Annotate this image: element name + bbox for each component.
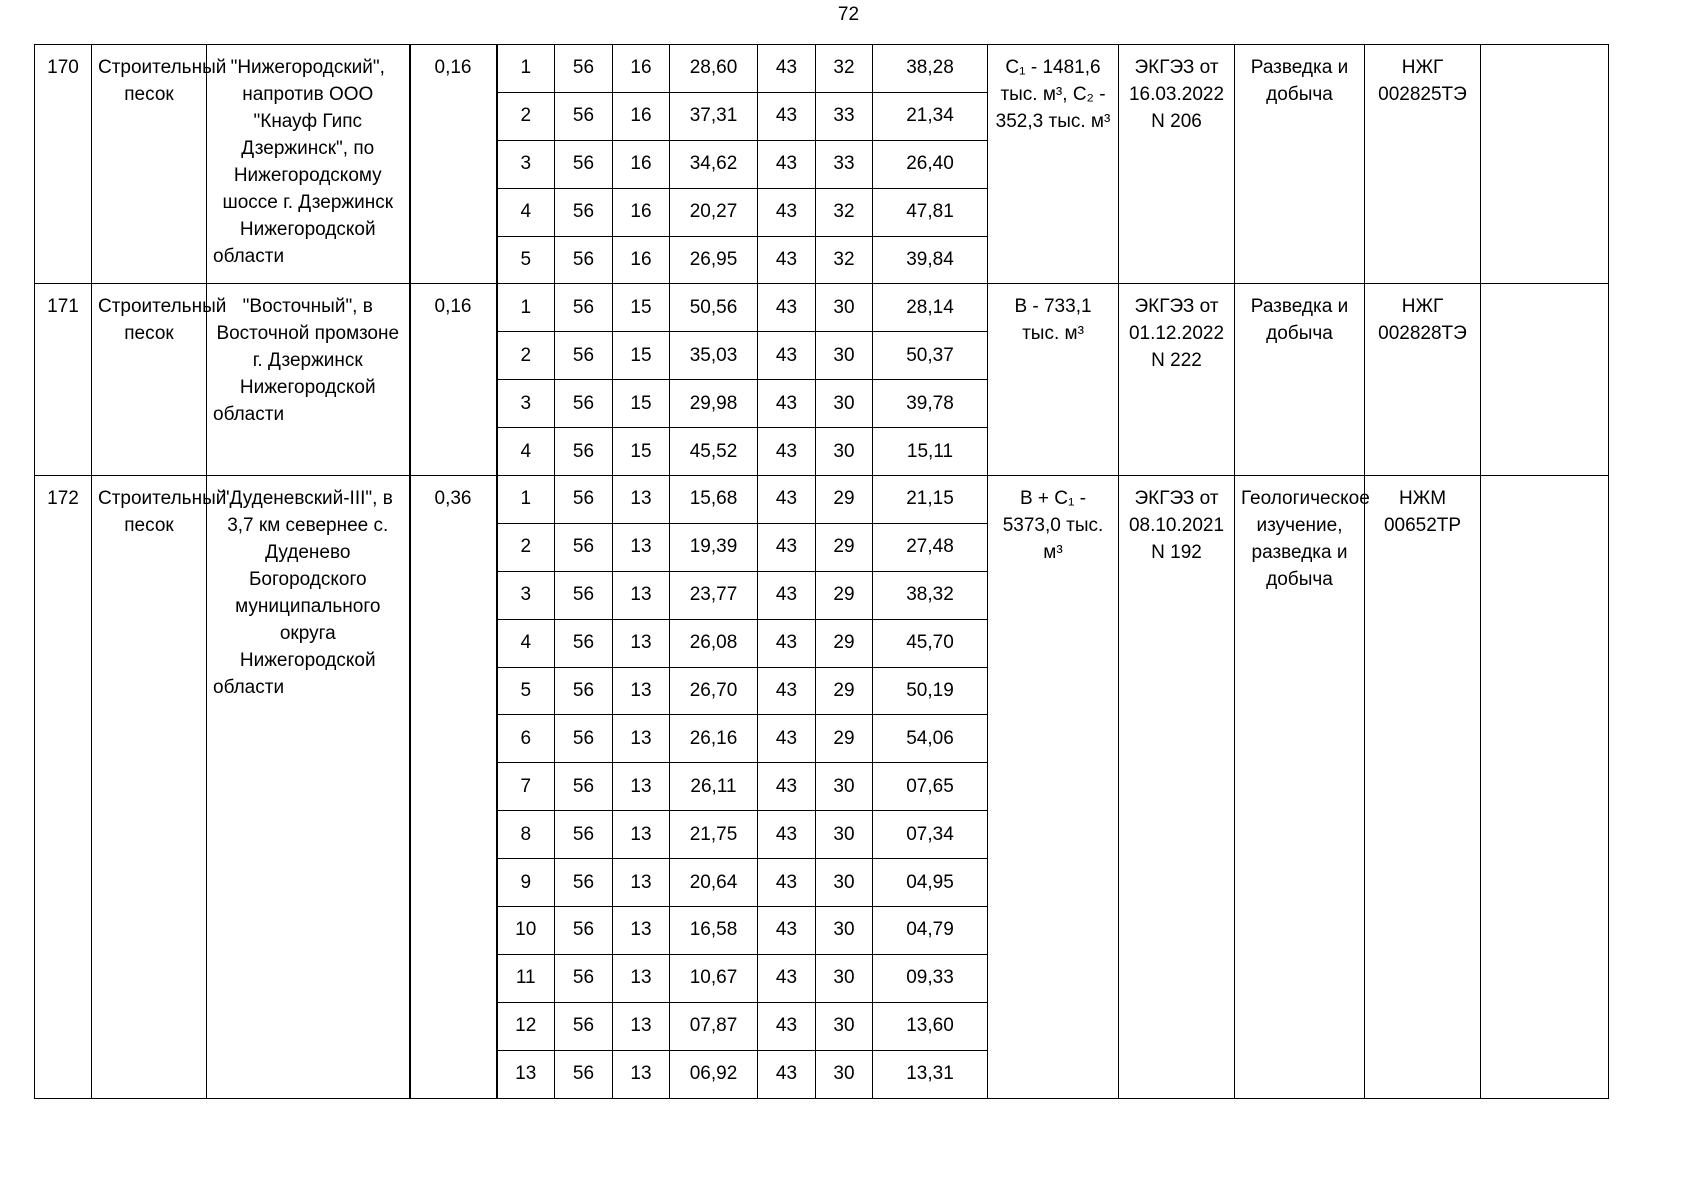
reserves: C₁ - 1481,6 тыс. м³, C₂ - 352,3 тыс. м³ [988, 45, 1119, 284]
lat-seconds: 26,16 [670, 715, 758, 763]
lon-minutes: 30 [816, 332, 873, 380]
lat-minutes: 16 [613, 45, 670, 93]
lon-minutes: 29 [816, 523, 873, 571]
lat-seconds: 26,70 [670, 667, 758, 715]
lat-minutes: 16 [613, 92, 670, 140]
lon-degrees: 43 [758, 1050, 816, 1098]
lat-seconds: 29,98 [670, 380, 758, 428]
deposit-name: "Нижегородский", напротив ООО "Кнауф Гипс Дзержинск", по Нижегородскому шоссе г. Дзержинск Нижегородской области [207, 45, 410, 284]
lon-minutes: 30 [816, 1002, 873, 1050]
lon-degrees: 43 [758, 763, 816, 811]
lon-degrees: 43 [758, 811, 816, 859]
lon-seconds: 50,37 [873, 332, 988, 380]
lat-degrees: 56 [555, 523, 613, 571]
lat-minutes: 13 [613, 907, 670, 955]
lon-seconds: 26,40 [873, 140, 988, 188]
lat-degrees: 56 [555, 188, 613, 236]
lat-seconds: 20,27 [670, 188, 758, 236]
point-number: 2 [497, 92, 555, 140]
lat-minutes: 15 [613, 332, 670, 380]
lon-seconds: 38,28 [873, 45, 988, 93]
lat-seconds: 20,64 [670, 859, 758, 907]
lon-degrees: 43 [758, 1002, 816, 1050]
usage-purpose: Разведка и добыча [1235, 284, 1365, 476]
lon-minutes: 29 [816, 715, 873, 763]
lat-seconds: 35,03 [670, 332, 758, 380]
lat-degrees: 56 [555, 859, 613, 907]
lon-degrees: 43 [758, 715, 816, 763]
lat-degrees: 56 [555, 380, 613, 428]
usage-purpose: Геологическое изучение, разведка и добыча [1235, 476, 1365, 1099]
point-number: 1 [497, 45, 555, 93]
lon-minutes: 30 [816, 763, 873, 811]
point-number: 4 [497, 428, 555, 476]
lat-seconds: 50,56 [670, 284, 758, 332]
lon-seconds: 27,48 [873, 523, 988, 571]
lat-minutes: 13 [613, 763, 670, 811]
lat-minutes: 16 [613, 140, 670, 188]
lon-degrees: 43 [758, 188, 816, 236]
lat-seconds: 19,39 [670, 523, 758, 571]
lat-seconds: 28,60 [670, 45, 758, 93]
lon-seconds: 21,34 [873, 92, 988, 140]
lon-seconds: 39,84 [873, 236, 988, 284]
point-number: 8 [497, 811, 555, 859]
lon-seconds: 07,65 [873, 763, 988, 811]
lon-seconds: 39,78 [873, 380, 988, 428]
lon-degrees: 43 [758, 859, 816, 907]
lat-seconds: 26,08 [670, 619, 758, 667]
point-number: 12 [497, 1002, 555, 1050]
lat-degrees: 56 [555, 907, 613, 955]
lat-minutes: 15 [613, 428, 670, 476]
point-number: 3 [497, 380, 555, 428]
lon-seconds: 38,32 [873, 571, 988, 619]
lat-minutes: 13 [613, 954, 670, 1002]
license-number: НЖГ 002825ТЭ [1365, 45, 1481, 284]
lon-minutes: 30 [816, 380, 873, 428]
lon-minutes: 30 [816, 859, 873, 907]
deposit-area: 0,16 [410, 284, 497, 476]
point-number: 3 [497, 571, 555, 619]
lat-degrees: 56 [555, 140, 613, 188]
lon-seconds: 21,15 [873, 476, 988, 524]
lat-minutes: 13 [613, 476, 670, 524]
lat-minutes: 16 [613, 236, 670, 284]
deposit-number: 172 [35, 476, 92, 1099]
lon-degrees: 43 [758, 667, 816, 715]
lat-minutes: 16 [613, 188, 670, 236]
lat-seconds: 10,67 [670, 954, 758, 1002]
lat-minutes: 13 [613, 667, 670, 715]
lat-degrees: 56 [555, 571, 613, 619]
lon-degrees: 43 [758, 476, 816, 524]
lon-seconds: 45,70 [873, 619, 988, 667]
lon-minutes: 30 [816, 954, 873, 1002]
approval-protocol: ЭКГЭЗ от 08.10.2021 N 192 [1119, 476, 1235, 1099]
lat-degrees: 56 [555, 954, 613, 1002]
lat-minutes: 13 [613, 571, 670, 619]
lat-seconds: 23,77 [670, 571, 758, 619]
lon-degrees: 43 [758, 45, 816, 93]
lon-degrees: 43 [758, 332, 816, 380]
mineral-type: Строительный песок [92, 476, 207, 1099]
lat-seconds: 45,52 [670, 428, 758, 476]
table-row [35, 45, 1609, 93]
point-number: 11 [497, 954, 555, 1002]
lat-degrees: 56 [555, 1050, 613, 1098]
lat-minutes: 13 [613, 715, 670, 763]
lat-minutes: 13 [613, 1050, 670, 1098]
lon-minutes: 32 [816, 45, 873, 93]
lon-minutes: 33 [816, 92, 873, 140]
lon-degrees: 43 [758, 954, 816, 1002]
lat-degrees: 56 [555, 92, 613, 140]
lat-degrees: 56 [555, 1002, 613, 1050]
lon-seconds: 54,06 [873, 715, 988, 763]
lon-seconds: 15,11 [873, 428, 988, 476]
lat-minutes: 13 [613, 1002, 670, 1050]
lat-degrees: 56 [555, 45, 613, 93]
lat-minutes: 15 [613, 284, 670, 332]
approval-protocol: ЭКГЭЗ от 16.03.2022 N 206 [1119, 45, 1235, 284]
page-number: 72 [837, 4, 860, 25]
lat-degrees: 56 [555, 619, 613, 667]
lon-minutes: 30 [816, 428, 873, 476]
note [1481, 476, 1609, 1099]
lat-minutes: 13 [613, 859, 670, 907]
point-number: 2 [497, 523, 555, 571]
deposit-name: "Восточный", в Восточной промзоне г. Дзержинск Нижегородской области [207, 284, 410, 476]
approval-protocol: ЭКГЭЗ от 01.12.2022 N 222 [1119, 284, 1235, 476]
point-number: 2 [497, 332, 555, 380]
lon-minutes: 32 [816, 188, 873, 236]
lon-degrees: 43 [758, 428, 816, 476]
lon-minutes: 30 [816, 907, 873, 955]
lon-seconds: 47,81 [873, 188, 988, 236]
lat-degrees: 56 [555, 715, 613, 763]
lat-seconds: 37,31 [670, 92, 758, 140]
lat-seconds: 06,92 [670, 1050, 758, 1098]
lon-minutes: 29 [816, 571, 873, 619]
lat-degrees: 56 [555, 332, 613, 380]
lon-degrees: 43 [758, 92, 816, 140]
deposit-name: "Дуденевский-III", в 3,7 км севернее с. Дуденево Богородского муниципального округа Нижегородской области [207, 476, 410, 1099]
deposit-number: 171 [35, 284, 92, 476]
lat-seconds: 07,87 [670, 1002, 758, 1050]
lon-degrees: 43 [758, 619, 816, 667]
point-number: 9 [497, 859, 555, 907]
lat-minutes: 13 [613, 619, 670, 667]
lat-minutes: 13 [613, 523, 670, 571]
point-number: 10 [497, 907, 555, 955]
lon-seconds: 13,60 [873, 1002, 988, 1050]
usage-purpose: Разведка и добыча [1235, 45, 1365, 284]
lat-degrees: 56 [555, 236, 613, 284]
point-number: 5 [497, 236, 555, 284]
lon-seconds: 09,33 [873, 954, 988, 1002]
lon-seconds: 13,31 [873, 1050, 988, 1098]
lon-minutes: 30 [816, 811, 873, 859]
deposits-table [34, 44, 1609, 1099]
point-number: 4 [497, 188, 555, 236]
lon-minutes: 33 [816, 140, 873, 188]
point-number: 7 [497, 763, 555, 811]
license-number: НЖГ 002828ТЭ [1365, 284, 1481, 476]
lon-minutes: 29 [816, 667, 873, 715]
point-number: 13 [497, 1050, 555, 1098]
point-number: 1 [497, 476, 555, 524]
point-number: 6 [497, 715, 555, 763]
lat-seconds: 26,11 [670, 763, 758, 811]
point-number: 4 [497, 619, 555, 667]
lon-minutes: 32 [816, 236, 873, 284]
deposit-area: 0,16 [410, 45, 497, 284]
lat-seconds: 16,58 [670, 907, 758, 955]
lon-minutes: 30 [816, 1050, 873, 1098]
lon-degrees: 43 [758, 907, 816, 955]
note [1481, 284, 1609, 476]
lon-seconds: 04,79 [873, 907, 988, 955]
license-number: НЖМ 00652ТР [1365, 476, 1481, 1099]
lat-degrees: 56 [555, 428, 613, 476]
mineral-type: Строительный песок [92, 45, 207, 284]
lon-minutes: 29 [816, 476, 873, 524]
lon-seconds: 28,14 [873, 284, 988, 332]
lon-minutes: 29 [816, 619, 873, 667]
deposit-area: 0,36 [410, 476, 497, 1099]
lon-seconds: 07,34 [873, 811, 988, 859]
lon-degrees: 43 [758, 284, 816, 332]
lat-minutes: 15 [613, 380, 670, 428]
lat-seconds: 34,62 [670, 140, 758, 188]
lat-degrees: 56 [555, 667, 613, 715]
point-number: 5 [497, 667, 555, 715]
reserves: B - 733,1 тыс. м³ [988, 284, 1119, 476]
point-number: 3 [497, 140, 555, 188]
table-body [35, 45, 1609, 1099]
lon-degrees: 43 [758, 523, 816, 571]
lat-degrees: 56 [555, 811, 613, 859]
note [1481, 45, 1609, 284]
lat-seconds: 21,75 [670, 811, 758, 859]
lat-minutes: 13 [613, 811, 670, 859]
lon-seconds: 04,95 [873, 859, 988, 907]
lon-degrees: 43 [758, 380, 816, 428]
lon-seconds: 50,19 [873, 667, 988, 715]
table-row [35, 476, 1609, 524]
mineral-type: Строительный песок [92, 284, 207, 476]
lon-degrees: 43 [758, 140, 816, 188]
lon-minutes: 30 [816, 284, 873, 332]
lat-seconds: 26,95 [670, 236, 758, 284]
reserves: B + C₁ - 5373,0 тыс. м³ [988, 476, 1119, 1099]
point-number: 1 [497, 284, 555, 332]
lat-seconds: 15,68 [670, 476, 758, 524]
lat-degrees: 56 [555, 763, 613, 811]
lon-degrees: 43 [758, 236, 816, 284]
lon-degrees: 43 [758, 571, 816, 619]
lat-degrees: 56 [555, 476, 613, 524]
deposit-number: 170 [35, 45, 92, 284]
table-row [35, 284, 1609, 332]
lat-degrees: 56 [555, 284, 613, 332]
